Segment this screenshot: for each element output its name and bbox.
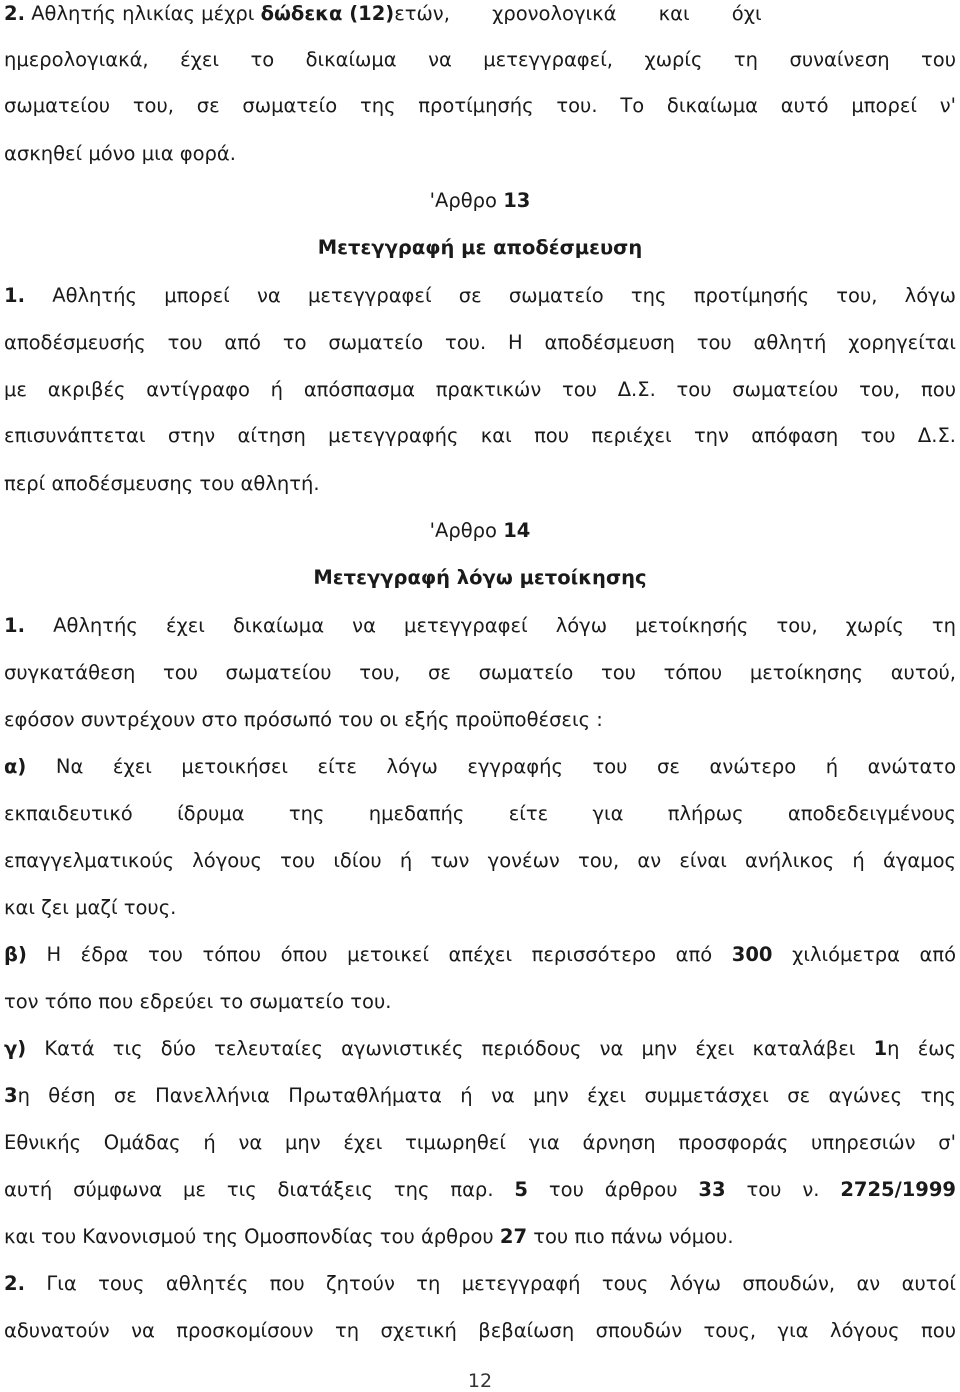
article-14-a-line-3: επαγγελματικούς λόγους του ιδίου ή των γονέων του, αν είναι ανήλικος ή άγαμος	[4, 849, 956, 872]
paragraph-number: 2.	[4, 2, 25, 25]
article-14-title: Μετεγγραφή λόγω μετοίκησης	[313, 566, 647, 589]
article-14-p2-line-1: 2. Για τους αθλητές που ζητούν τη μετεγγραφή τους λόγω σπουδών, αν αυτοί	[4, 1272, 956, 1295]
article-14-a-line-2: εκπαιδευτικό ίδρυμα της ημεδαπής είτε για πλήρως αποδεδειγμένους	[4, 802, 956, 825]
article-14-c-line-3: Εθνικής Ομάδας ή να μην έχει τιμωρηθεί για άρνηση προσφοράς υπηρεσιών σ'	[4, 1131, 956, 1154]
article-13-line-1: 1. Αθλητής μπορεί να μετεγγραφεί σε σωματείο της προτίμησής του, λόγω	[4, 284, 957, 307]
page-number: 12	[467, 1370, 493, 1392]
age-limit: δώδεκα (12)	[260, 2, 395, 25]
article-14-c-line-5: και του Κανονισμού της Ομοσπονδίας του άρθρου 27 του πιο πάνω νόμου.	[4, 1225, 734, 1248]
article-14-c-line-4: αυτή σύμφωνα με τις διατάξεις της παρ. 5 του άρθρου 33 του ν. 2725/1999	[4, 1178, 956, 1201]
article-13-title: Μετεγγραφή με αποδέσμευση	[317, 236, 643, 259]
article-14-a-line-1: α) Να έχει μετοικήσει είτε λόγω εγγραφής του σε ανώτερο ή ανώτατο	[4, 755, 956, 778]
paragraph-2-line-4: ασκηθεί μόνο μια φορά.	[4, 142, 236, 165]
paragraph-2-line-1: 2. Αθλητής ηλικίας μέχρι δώδεκα (12)ετών, χρονολογικά και όχι	[4, 2, 762, 25]
article-14-p1-line-1: 1. Αθλητής έχει δικαίωμα να μετεγγραφεί λόγω μετοίκησής του, χωρίς τη	[4, 614, 956, 637]
article-13-line-5: περί αποδέσμευσης του αθλητή.	[4, 472, 320, 495]
article-13-number: 'Αρθρο 13	[429, 189, 531, 212]
article-13-line-2: αποδέσμευσής του από το σωματείο του. Η αποδέσμευση του αθλητή χορηγείται	[4, 331, 956, 354]
article-14-c-line-2: 3η θέση σε Πανελλήνια Πρωταθλήματα ή να μην έχει συμμετάσχει σε αγώνες της	[4, 1084, 956, 1107]
article-13-line-4: επισυνάπτεται στην αίτηση μετεγγραφής και που περιέχει την απόφαση του Δ.Σ.	[4, 424, 956, 447]
article-14-number: 'Αρθρο 14	[429, 519, 531, 542]
article-14-c-line-1: γ) Κατά τις δύο τελευταίες αγωνιστικές περιόδους να μην έχει καταλάβει 1η έως	[4, 1037, 957, 1060]
article-13-line-3: με ακριβές αντίγραφο ή απόσπασμα πρακτικών του Δ.Σ. του σωματείου του, που	[4, 378, 956, 401]
article-14-b-line-1: β) Η έδρα του τόπου όπου μετοικεί απέχει περισσότερο από 300 χιλιόμετρα από	[4, 943, 957, 966]
paragraph-2-line-3: σωματείου του, σε σωματείο της προτίμησής του. Το δικαίωμα αυτό μπορεί ν'	[4, 94, 956, 117]
article-14-p1-line-3: εφόσον συντρέχουν στο πρόσωπό του οι εξής προϋποθέσεις :	[4, 708, 603, 731]
article-14-a-line-4: και ζει μαζί τους.	[4, 896, 177, 919]
paragraph-2-line-2: ημερολογιακά, έχει το δικαίωμα να μετεγγραφεί, χωρίς τη συναίνεση του	[4, 48, 956, 71]
article-14-b-line-2: τον τόπο που εδρεύει το σωματείο του.	[4, 990, 392, 1013]
article-14-p1-line-2: συγκατάθεση του σωματείου του, σε σωματείο του τόπου μετοίκησης αυτού,	[4, 661, 956, 684]
article-14-p2-line-2: αδυνατούν να προσκομίσουν τη σχετική βεβαίωση σπουδών τους, για λόγους που	[4, 1319, 956, 1342]
